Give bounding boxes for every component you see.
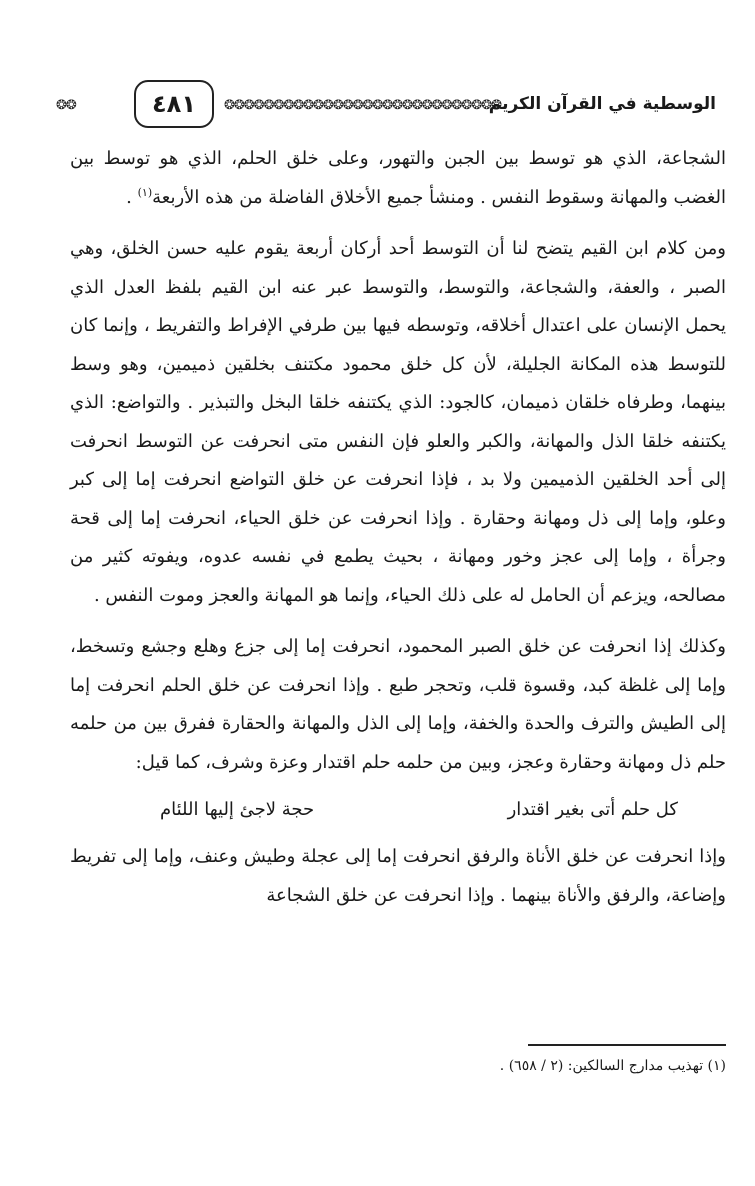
page-header xyxy=(56,78,716,134)
paragraph: وكذلك إذا انحرفت عن خلق الصبر المحمود، انحرفت إما إلى جزع وهلع وجشع وتسخط، وإما إلى غلظة كبد، وقسوة قلب، وتحجر طبع . وإذا انحرفت عن خلق الحلم انحرفت إما إلى الطيش والترف والحدة والخفة، وإما إلى الذل والمهانة والحقارة ففرق بين من حلمه حلم ذل ومهانة وحقارة وعجز، وبين من حلمه حلم اقتدار وعزة وشرف، كما قيل: xyxy=(70,636,726,773)
paragraph-tail: . xyxy=(126,186,138,208)
paragraph-text: الشجاعة، الذي هو توسط بين الجبن والتهور، وعلى خلق الحلم، الذي هو توسط بين الغضب والمهانة وسقوط النفس . ومنشأ جميع الأخلاق الفاضلة من هذه الأربعة xyxy=(70,148,726,208)
poetry-verse xyxy=(160,791,678,829)
footnote: (١) تهذيب مدارج السالكين: (٢ / ٦٥٨) . xyxy=(499,1058,726,1074)
paragraph xyxy=(70,140,726,217)
header-ornament-left: ❂❂ xyxy=(56,98,76,113)
running-title: الوسطية في القرآن الكريم xyxy=(488,94,716,114)
paragraph: وإذا انحرفت عن خلق الأناة والرفق انحرفت إما إلى عجلة وطيش وعنف، وإما إلى تفريط وإضاعة، والرفق والأناة بينهما . وإذا انحرفت عن خلق الشجاعة xyxy=(70,846,726,906)
header-ornament-middle: ❂❂❂❂❂❂❂❂❂❂❂❂❂❂❂❂❂❂❂❂❂❂❂❂❂❂❂❂ xyxy=(224,98,501,113)
paragraph: ومن كلام ابن القيم يتضح لنا أن التوسط أحد أركان أربعة يقوم عليه حسن الخلق، وهي الصبر ، والعفة، والشجاعة، والتوسط، والتوسط عبر عنه ابن القيم بلفظ العدل الذي يحمل الإنسان على اعتدال أخلاقه، وتوسطه فيها بين طرفي الإفراط والتفريط ، وإنما كان للتوسط هذه المكانة الجليلة، لأن كل خلق محمود مكتنف بخلقين ذميمين، وهو وسط بينهما، وطرفاه خلقان ذميمان، كالجود: الذي يكتنفه خلقا البخل والتبذير . والتواضع: الذي يكتنفه خلقا الذل والمهانة، والكبر والعلو فإن النفس متى انحرفت عن التوسط انحرفت إلى أحد الخلقين الذميمين ولا بد ، فإذا انحرفت عن خلق التواضع انحرفت إما إلى كبر وعلو، وإما إلى ذل ومهانة وحقارة . وإذا انحرفت عن خلق الحياء، انحرفت إما إلى قحة وجرأة ، وإما إلى عجز وخور ومهانة ، بحيث يطمع في نفسه عدوه، ويفوته كثير من مصالحه، ويزعم أن الحامل له على ذلك الحياء، وإنما هو المهانة والعجز وموت النفس . xyxy=(70,238,726,606)
verse-hemistich: حجة لاجئ إليها اللئام xyxy=(160,799,315,820)
verse-hemistich: كل حلم أتى بغير اقتدار xyxy=(507,799,678,820)
footnote-reference: (١) xyxy=(137,185,153,199)
footnote-divider xyxy=(528,1044,726,1046)
page-number: ٤٨١ xyxy=(134,80,214,128)
body-text xyxy=(70,140,726,915)
